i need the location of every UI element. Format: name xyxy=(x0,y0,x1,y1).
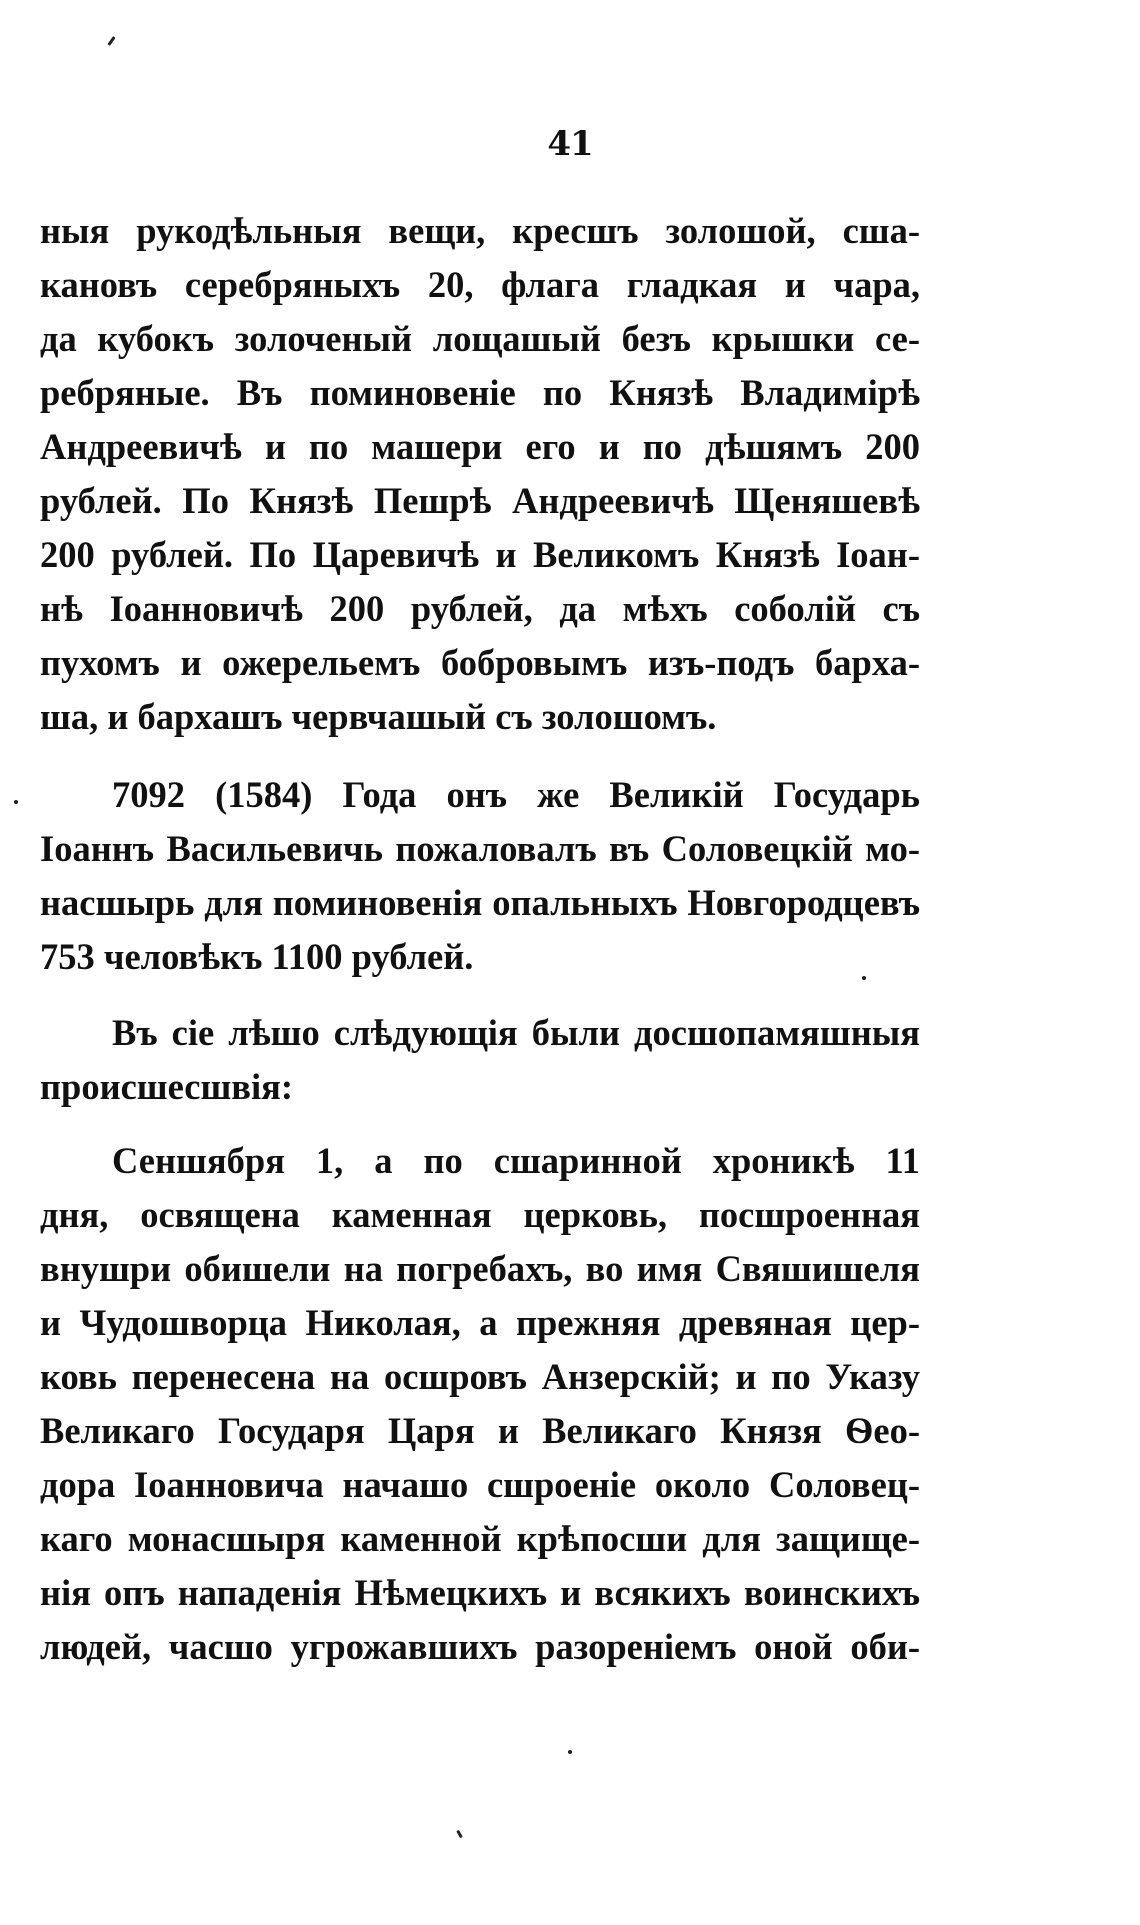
paragraph-line: ковь перенесена на осшровъ Анзерскій; и по Указу xyxy=(40,1356,920,1397)
paragraph-line: дора Іоанновича начашо сшроеніе около Соловец- xyxy=(40,1464,920,1505)
scan-speck xyxy=(107,36,115,46)
paragraph-line: 7092 (1584) Года онъ же Великій Государь xyxy=(112,774,920,815)
paragraph-4 xyxy=(40,1134,920,1674)
paragraph-line: 200 рублей. По Царевичѣ и Великомъ Князѣ Іоан- xyxy=(40,534,920,575)
paragraph-line: 753 человѣкъ 1100 рублей. xyxy=(40,936,474,977)
paragraph-line: нѣ Іоанновичѣ 200 рублей, да мѣхъ соболій съ xyxy=(40,588,920,629)
paragraph-line: Андреевичѣ и по машери его и по дѣшямъ 200 xyxy=(40,426,920,467)
paragraph-line: ныя рукодѣльныя вещи, кресшъ золошой, сша- xyxy=(40,210,920,251)
paragraph-line: ребряные. Въ поминовеніе по Князѣ Владимірѣ xyxy=(40,372,920,413)
paragraph-line: Іоаннъ Васильевичь пожаловалъ въ Соловецкій мо- xyxy=(40,828,920,869)
paragraph-line: внушри обишели на погребахъ, во имя Свяшишеля xyxy=(40,1248,920,1289)
paragraph-line: пухомъ и ожерельемъ бобровымъ изъ-подъ барха- xyxy=(40,642,920,683)
scan-speck xyxy=(862,976,866,980)
paragraph-line: Сеншября 1, а по сшаринной хроникѣ 11 xyxy=(112,1140,920,1181)
scan-speck xyxy=(568,1750,572,1754)
paragraph-line: ша, и бархашъ червчашый съ золошомъ. xyxy=(40,696,717,737)
paragraph-line: да кубокъ золоченый лощашый безъ крышки се- xyxy=(40,318,920,359)
paragraph-3 xyxy=(40,1006,920,1114)
paragraph-line: кановъ серебряныхъ 20, флага гладкая и чара, xyxy=(40,264,920,305)
paragraph-line: рублей. По Князѣ Пешрѣ Андреевичѣ Щеняшевѣ xyxy=(40,480,920,521)
page-number: 41 xyxy=(547,124,593,164)
paragraph-line: Въ сіе лѣшо слѣдующія были досшопамяшныя xyxy=(112,1012,920,1053)
paragraph-line: Великаго Государя Царя и Великаго Князя Ѳео- xyxy=(40,1410,920,1451)
paragraph-line: насшырь для поминовенія опальныхъ Новгородцевъ xyxy=(40,882,920,923)
paragraph-line: происшесшвія: xyxy=(40,1066,294,1107)
paragraph-line: нія опъ нападенія Нѣмецкихъ и всякихъ воинскихъ xyxy=(40,1572,920,1613)
scan-speck xyxy=(456,1830,463,1838)
paragraph-2 xyxy=(40,768,920,984)
paragraph-line: каго монасшыря каменной крѣпосши для защище- xyxy=(40,1518,920,1559)
paragraph-line: людей, часшо угрожавшихъ разореніемъ оной оби- xyxy=(40,1626,920,1667)
paragraph-line: и Чудошворца Николая, а прежняя древяная цер- xyxy=(40,1302,920,1343)
scan-speck xyxy=(14,800,18,804)
paragraph-line: дня, освящена каменная церковь, посшроенная xyxy=(40,1194,920,1235)
paragraph-1 xyxy=(40,204,920,744)
